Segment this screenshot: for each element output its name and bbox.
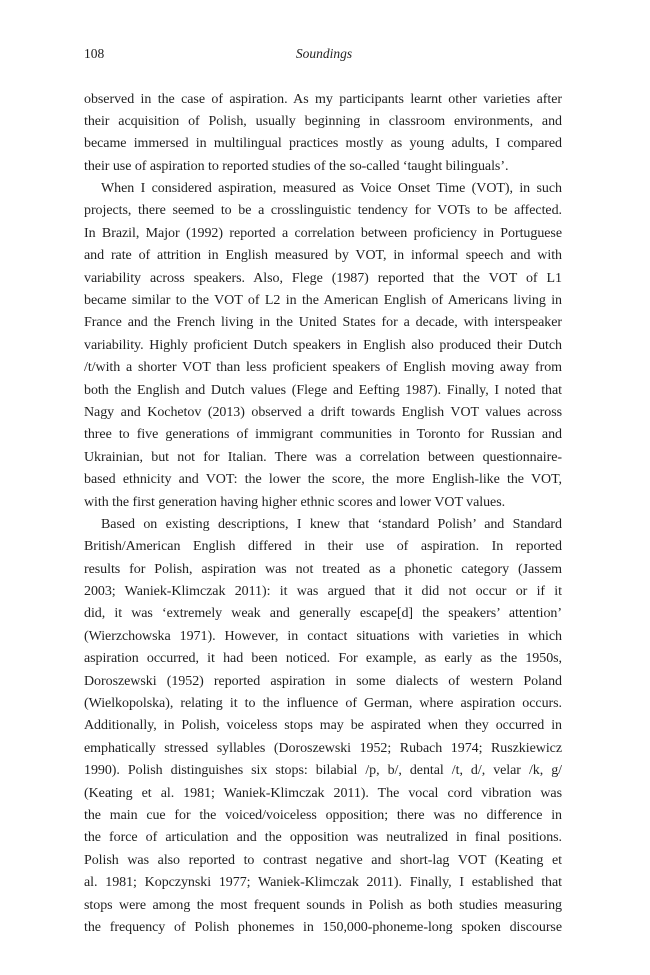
text-line: Polish was also reported to contrast negative and short-lag VOT (Keating et bbox=[84, 852, 562, 868]
text-line: with the first generation having higher ethnic scores and lower VOT values. bbox=[84, 494, 506, 510]
text-line: Nagy and Kochetov (2013) observed a drift towards English VOT values across bbox=[84, 404, 562, 420]
text-line: France and the French living in the United States for a decade, with interspeaker bbox=[84, 315, 562, 331]
text-line: projects, there seemed to be a crosslinguistic tendency for VOTs to be affected. bbox=[84, 203, 562, 219]
text-line: the force of articulation and the opposition was neutralized in final positions. bbox=[84, 830, 562, 846]
text-line: the frequency of Polish phonemes in 150,000-phoneme-long spoken discourse bbox=[84, 919, 562, 935]
text-line: their acquisition of Polish, usually beginning in classroom environments, and bbox=[84, 113, 562, 129]
text-line: variability across speakers. Also, Flege (1987) reported that the VOT of L1 bbox=[84, 270, 562, 286]
paragraph-1 bbox=[84, 89, 562, 179]
text-line: became immersed in multilingual practices mostly as young adults, I compared bbox=[84, 136, 562, 152]
text-line: based ethnicity and VOT: the lower the score, the more English-like the VOT, bbox=[84, 472, 562, 488]
body-text bbox=[84, 89, 562, 940]
text-line: stops were among the most frequent sounds in Polish as both studies measuring bbox=[84, 897, 562, 913]
text-line: Ukrainian, but not for Italian. There was a correlation between questionnaire- bbox=[84, 449, 562, 465]
text-line: Based on existing descriptions, I knew that ‘standard Polish’ and Standard bbox=[101, 516, 562, 532]
text-line: and rate of attrition in English measured by VOT, in informal speech and with bbox=[84, 248, 562, 264]
text-line: aspiration occurred, it had been noticed. For example, as early as the 1950s, bbox=[84, 651, 562, 667]
text-line: (Keating et al. 1981; Waniek-Klimczak 2011). The vocal cord vibration was bbox=[84, 785, 562, 801]
text-line: became similar to the VOT of L2 in the American English of Americans living in bbox=[84, 293, 562, 309]
text-line: emphatically stressed syllables (Doroszewski 1952; Rubach 1974; Ruszkiewicz bbox=[84, 740, 562, 756]
text-line: did, it was ‘extremely weak and generally escape[d] the speakers’ attention’ bbox=[84, 606, 562, 622]
running-head bbox=[84, 44, 564, 64]
text-line: /t/with a shorter VOT than less proficient speakers of English moving away from bbox=[84, 360, 562, 376]
paragraph-2 bbox=[84, 178, 562, 514]
text-line: Additionally, in Polish, voiceless stops may be aspirated when they occurred in bbox=[84, 718, 562, 734]
text-line: results for Polish, aspiration was not treated as a phonetic category (Jassem bbox=[84, 561, 562, 577]
page-number: 108 bbox=[84, 46, 105, 61]
text-line: (Wielkopolska), relating it to the influence of German, where aspiration occurs. bbox=[84, 696, 562, 712]
text-line: both the English and Dutch values (Flege and Eefting 1987). Finally, I noted that bbox=[84, 382, 562, 398]
text-line: (Wierzchowska 1971). However, in contact situations with varieties in which bbox=[84, 628, 562, 644]
text-line: 2003; Waniek-Klimczak 2011): it was argued that it did not occur or if it bbox=[84, 584, 562, 600]
text-line: their use of aspiration to reported studies of the so-called ‘taught bilinguals’. bbox=[84, 158, 509, 174]
text-line: three to five generations of immigrant communities in Toronto for Russian and bbox=[84, 427, 562, 443]
running-title: Soundings bbox=[295, 46, 353, 61]
text-line: In Brazil, Major (1992) reported a correlation between proficiency in Portuguese bbox=[84, 225, 562, 241]
paragraph-3 bbox=[84, 514, 562, 939]
text-line: 1990). Polish distinguishes six stops: bilabial /p, b/, dental /t, d/, velar /k, g/ bbox=[84, 763, 562, 779]
text-line: Doroszewski (1952) reported aspiration in some dialects of western Poland bbox=[84, 673, 562, 689]
text-line: variability. Highly proficient Dutch speakers in English also produced their Dutch bbox=[84, 337, 562, 353]
text-line: the main cue for the voiced/voiceless opposition; there was no difference in bbox=[84, 808, 562, 823]
text-line: When I considered aspiration, measured as Voice Onset Time (VOT), in such bbox=[101, 181, 562, 197]
text-line: observed in the case of aspiration. As my participants learnt other varieties after bbox=[84, 91, 562, 107]
text-line: al. 1981; Kopczynski 1977; Waniek-Klimczak 2011). Finally, I established that bbox=[84, 875, 562, 891]
text-line: British/American English differed in their use of aspiration. In reported bbox=[84, 539, 562, 555]
